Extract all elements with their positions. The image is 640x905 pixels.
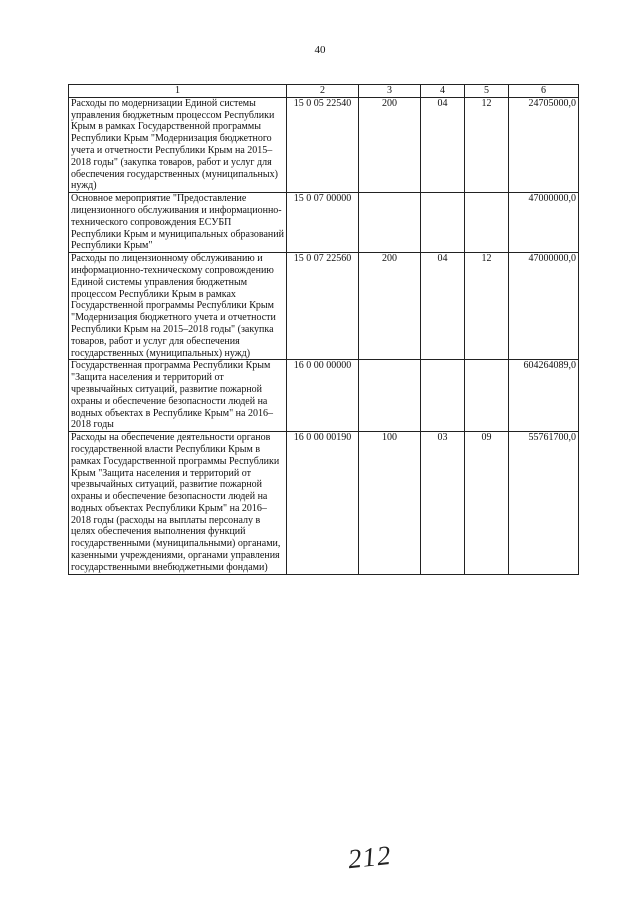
header-row (69, 85, 579, 98)
header-col-3: 3 (359, 85, 421, 98)
row-amount: 47000000,0 (509, 193, 579, 253)
handwritten-page-number: 212 (346, 839, 393, 875)
row-col-3: 200 (359, 253, 421, 360)
header-col-1: 1 (69, 85, 287, 98)
row-col-3 (359, 360, 421, 432)
row-amount: 55761700,0 (509, 432, 579, 575)
table-row (69, 253, 579, 360)
row-description: Расходы по лицензионному обслуживанию и информационно-техническому сопровождению Единой системы управления бюджетным процессом Республики Крым в рамках Государственной программы Республики Крым "Модернизация бюджетного учета и отчетности Республики Крым на 2015–2018 годы" (закупка товаров, работ и услуг для обеспечения государственных (муниципальных) нужд) (69, 253, 287, 360)
row-col-5: 12 (465, 253, 509, 360)
header-col-6: 6 (509, 85, 579, 98)
budget-table (68, 84, 579, 575)
row-amount: 604264089,0 (509, 360, 579, 432)
row-code: 15 0 07 22560 (287, 253, 359, 360)
row-col-5: 12 (465, 97, 509, 192)
row-description: Расходы на обеспечение деятельности органов государственной власти Республики Крым в рамках Государственной программы Республики Крым "Защита населения и территорий от чрезвычайных ситуаций, развитие пожарной охраны и обеспечение безопасности людей на водных объектах Республики Крым" на 2016–2018 годы (расходы на выплаты персоналу в целях обеспечения выполнения функций государственными (муниципальными) органами, казенными учреждениями, органами управления государственными внебюджетными фондами) (69, 432, 287, 575)
row-description: Расходы по модернизации Единой системы управления бюджетным процессом Республики Крым в рамках Государственной программы Республики Крым "Модернизация бюджетного учета и отчетности Республики Крым на 2015–2018 годы" (закупка товаров, работ и услуг для обеспечения государственных (муниципальных) нужд) (69, 97, 287, 192)
row-code: 16 0 00 00000 (287, 360, 359, 432)
row-col-3: 100 (359, 432, 421, 575)
row-col-4 (421, 360, 465, 432)
row-code: 15 0 05 22540 (287, 97, 359, 192)
header-col-2: 2 (287, 85, 359, 98)
row-code: 16 0 00 00190 (287, 432, 359, 575)
page-number: 40 (314, 44, 326, 56)
table-row (69, 432, 579, 575)
row-description: Основное мероприятие "Предоставление лицензионного обслуживания и информационно-технического сопровождения ЕСУБП Республики Крым и муниципальных образований Республики Крым" (69, 193, 287, 253)
row-col-4 (421, 193, 465, 253)
row-col-5 (465, 193, 509, 253)
row-code: 15 0 07 00000 (287, 193, 359, 253)
row-col-3: 200 (359, 97, 421, 192)
row-col-5 (465, 360, 509, 432)
row-col-3 (359, 193, 421, 253)
row-col-5: 09 (465, 432, 509, 575)
row-description: Государственная программа Республики Крым "Защита населения и территорий от чрезвычайных ситуаций, развитие пожарной охраны и обеспечение безопасности людей на водных объектах в Республике Крым" на 2016–2018 годы (69, 360, 287, 432)
row-amount: 47000000,0 (509, 253, 579, 360)
header-col-5: 5 (465, 85, 509, 98)
row-col-4: 04 (421, 253, 465, 360)
table-row (69, 360, 579, 432)
table-row (69, 193, 579, 253)
table-row (69, 97, 579, 192)
header-col-4: 4 (421, 85, 465, 98)
row-col-4: 03 (421, 432, 465, 575)
row-amount: 24705000,0 (509, 97, 579, 192)
row-col-4: 04 (421, 97, 465, 192)
